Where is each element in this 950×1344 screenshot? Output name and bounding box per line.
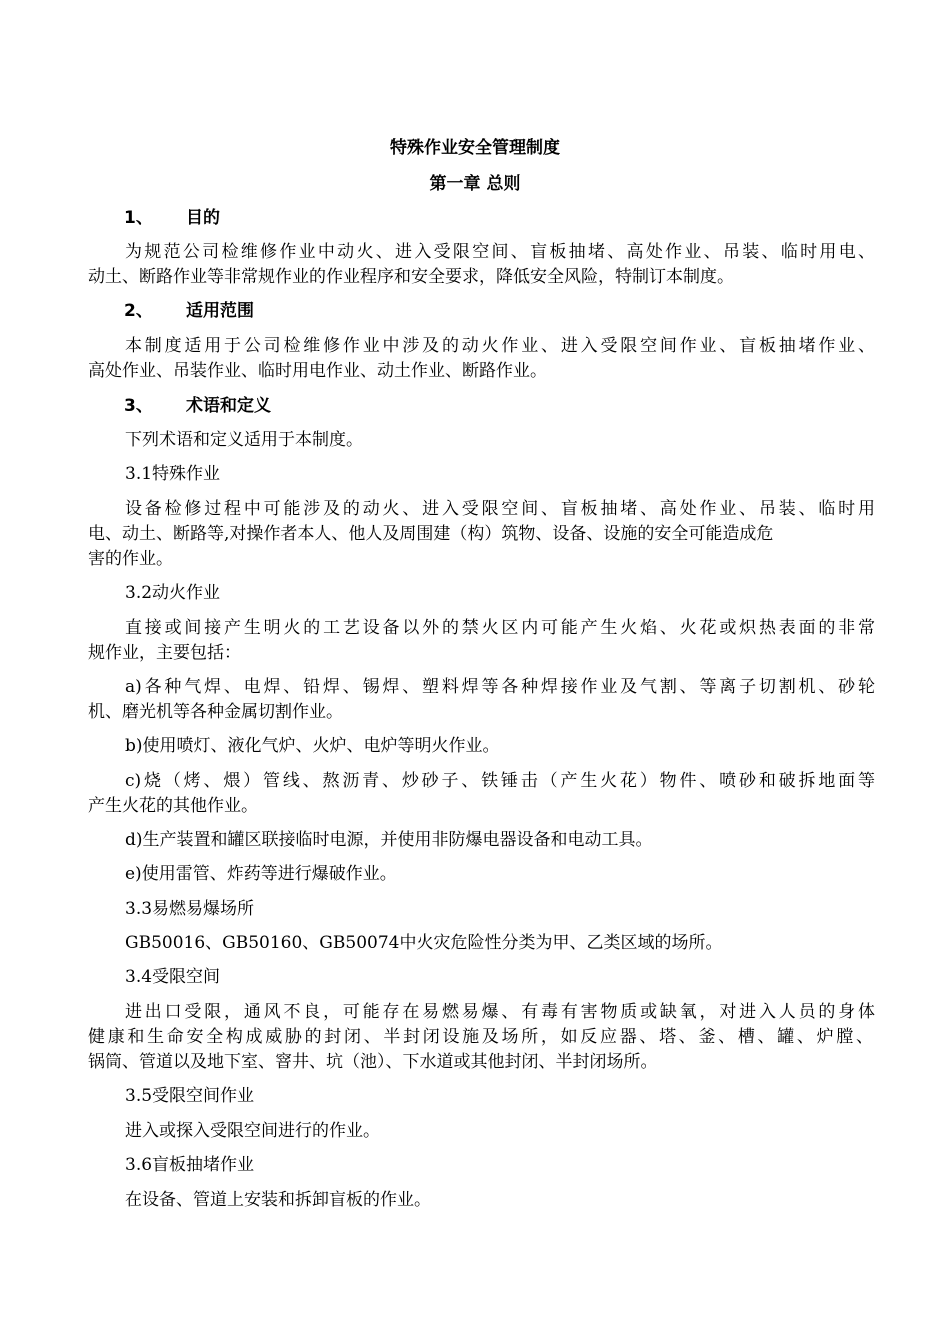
definition-3-1-line: 电、动土、断路等,对操作者本人、他人及周围建（构）筑物、设备、设施的安全可能造成危 [88,524,774,544]
section-3-number: 3、 [124,396,153,416]
definition-3-1-line: 设备检修过程中可能涉及的动火、进入受限空间、盲板抽堵、高处作业、吊装、临时用 [125,499,875,519]
definition-3-5-title: 3.5受限空间作业 [125,1086,255,1106]
section-2-paragraph-line: 本制度适用于公司检维修作业中涉及的动火作业、进入受限空间作业、盲板抽堵作业、 [125,336,875,356]
definition-3-4-line: 健康和生命安全构成威胁的封闭、半封闭设施及场所，如反应器、塔、釜、槽、罐、炉膛、 [88,1027,873,1047]
section-2-heading: 适用范围 [186,301,254,321]
section-2-number: 2、 [124,301,153,321]
section-1-paragraph-line: 为规范公司检维修作业中动火、进入受限空间、盲板抽堵、高处作业、吊装、临时用电、 [125,242,875,262]
definition-3-6-body: 在设备、管道上安装和拆卸盲板的作业。 [125,1190,431,1210]
section-1-heading: 目的 [186,208,220,228]
definition-3-6-title: 3.6盲板抽堵作业 [125,1155,255,1175]
definition-3-2-line: 规作业，主要包括： [88,643,241,663]
document-title: 特殊作业安全管理制度 [390,138,560,158]
definition-3-2-item-c: 产生火花的其他作业。 [88,796,258,816]
definition-3-2-item-a: a)各种气焊、电焊、铅焊、锡焊、塑料焊等各种焊接作业及气割、等离子切割机、砂轮 [125,677,875,697]
definition-3-1-title: 3.1特殊作业 [125,464,221,484]
definition-3-2-item-a: 机、磨光机等各种金属切割作业。 [88,702,343,722]
definition-3-2-item-d: d)生产装置和罐区联接临时电源，并使用非防爆电器设备和电动工具。 [125,830,653,850]
section-1-number: 1、 [124,208,153,228]
definition-3-2-item-e: e)使用雷管、炸药等进行爆破作业。 [125,864,397,884]
definition-3-2-item-b: b)使用喷灯、液化气炉、火炉、电炉等明火作业。 [125,736,500,756]
definition-3-1-line: 害的作业。 [88,549,173,569]
definition-3-2-item-c: c)烧（烤、煨）管线、熬沥青、炒砂子、铁锤击（产生火花）物件、喷砂和破拆地面等 [125,771,875,791]
definition-3-4-line: 进出口受限，通风不良，可能存在易燃易爆、有毒有害物质或缺氧，对进入人员的身体 [125,1002,875,1022]
chapter-heading: 第一章 总则 [429,174,521,194]
definition-3-4-line: 锅筒、管道以及地下室、窨井、坑（池）、下水道或其他封闭、半封闭场所。 [88,1052,658,1072]
section-1-paragraph-line: 动土、断路作业等非常规作业的作业程序和安全要求，降低安全风险，特制订本制度。 [88,267,734,287]
section-3-intro: 下列术语和定义适用于本制度。 [125,430,363,450]
definition-3-3-body: GB50016、GB50160、GB50074中火灾危险性分类为甲、乙类区域的场所。 [125,933,723,953]
definition-3-2-title: 3.2动火作业 [125,583,221,603]
section-2-paragraph-line: 高处作业、吊装作业、临时用电作业、动土作业、断路作业。 [88,361,547,381]
definition-3-2-line: 直接或间接产生明火的工艺设备以外的禁火区内可能产生火焰、火花或炽热表面的非常 [125,618,875,638]
definition-3-5-body: 进入或探入受限空间进行的作业。 [125,1121,380,1141]
definition-3-3-title: 3.3易燃易爆场所 [125,899,255,919]
definition-3-4-title: 3.4受限空间 [125,967,221,987]
section-3-heading: 术语和定义 [186,396,271,416]
